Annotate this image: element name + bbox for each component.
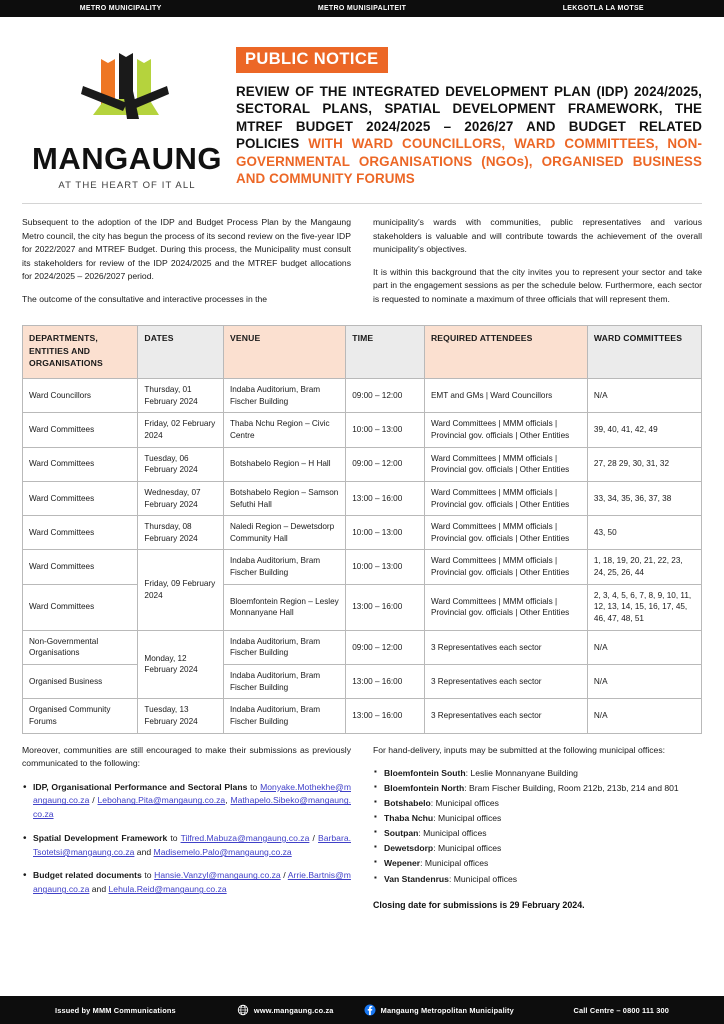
table-row — [23, 664, 702, 698]
submission-item-label: Budget related documents — [33, 870, 142, 881]
office-item: ▪ Botshabelo: Municipal offices — [373, 797, 702, 810]
office-detail: Municipal offices — [422, 858, 489, 869]
email-link[interactable]: Monyake.Mothekhe@mangaung.co.za — [33, 781, 351, 806]
cell-attendees: 3 Representatives each sector — [424, 699, 587, 733]
table-row — [23, 699, 702, 733]
cell-ward-committees: 1, 18, 19, 20, 21, 22, 23, 24, 25, 26, 44 — [587, 550, 701, 584]
table-row — [23, 584, 702, 630]
column-header-organisations: DEPARTMENTS, ENTITIES AND ORGANISATIONS — [23, 326, 138, 379]
office-detail: Municipal offices — [433, 798, 499, 809]
cell-attendees: Ward Committees | MMM officials | Provincial gov. officials | Other Entities — [424, 516, 587, 550]
cell-organisation: Ward Committees — [23, 550, 138, 584]
cell-ward-committees: 43, 50 — [587, 516, 701, 550]
office-item: ▪ Dewetsdorp: Municipal offices — [373, 842, 702, 855]
office-detail: Bram Fischer Building, Room 212b, 213b, 214 and 801 — [466, 783, 679, 794]
column-header-venue: VENUE — [223, 326, 345, 379]
column-header-ward-committees: WARD COMMITTEES — [587, 326, 701, 379]
cell-time: 10:00 – 13:00 — [346, 516, 425, 550]
office-detail: Municipal offices — [451, 873, 518, 884]
cell-ward-committees: 27, 28 29, 30, 31, 32 — [587, 447, 701, 481]
cell-attendees: Ward Committees | MMM officials | Provincial gov. officials | Other Entities — [424, 584, 587, 630]
table-row — [23, 630, 702, 664]
cell-venue: Indaba Auditorium, Bram Fischer Building — [223, 699, 345, 733]
table-row — [23, 481, 702, 515]
logo-tagline: AT THE HEART OF IT ALL — [58, 180, 196, 191]
submission-item: • Spatial Development Framework to Tilfred.Mabuza@mangaung.co.za / Barbara.Tsotetsi@mangaung.co.za and Madisemelo.Palo@mangaung.co.za — [22, 832, 351, 860]
topbar-english: METRO MUNICIPALITY — [79, 5, 162, 12]
cell-organisation: Ward Committees — [23, 516, 138, 550]
office-detail: Municipal offices — [420, 828, 487, 839]
office-item: ▪ Bloemfontein South: Leslie Monnanyane Building — [373, 767, 702, 780]
cell-date: Tuesday, 13 February 2024 — [138, 699, 224, 733]
cell-ward-committees: 33, 34, 35, 36, 37, 38 — [587, 481, 701, 515]
table-row — [23, 379, 702, 413]
page-title — [236, 83, 702, 188]
email-link[interactable]: Madisemelo.Palo@mangaung.co.za — [153, 846, 292, 857]
cell-time: 13:00 – 16:00 — [346, 699, 425, 733]
office-item: ▪ Soutpan: Municipal offices — [373, 827, 702, 840]
email-link[interactable]: Arrie.Bartnis@mangaung.co.za — [33, 870, 351, 895]
topbar-afrikaans: METRO MUNISIPALITEIT — [317, 5, 407, 12]
cell-ward-committees: N/A — [587, 630, 701, 664]
cell-organisation: Ward Councillors — [23, 379, 138, 413]
intro-left-column — [22, 216, 351, 315]
column-header-dates: DATES — [138, 326, 224, 379]
footer-issued-by — [0, 1006, 209, 1015]
document-header — [0, 17, 724, 191]
office-name: Bloemfontein South — [384, 768, 466, 779]
table-row — [23, 516, 702, 550]
municipal-offices-list — [373, 767, 702, 886]
office-name: Soutpan — [384, 828, 419, 839]
cell-attendees: Ward Committees | MMM officials | Provincial gov. officials | Other Entities — [424, 550, 587, 584]
submissions-section — [0, 734, 724, 910]
intro-section — [0, 204, 724, 315]
cell-venue: Indaba Auditorium, Bram Fischer Building — [223, 630, 345, 664]
office-name: Van Standenrus — [384, 873, 449, 884]
cell-date: Thursday, 01 February 2024 — [138, 379, 224, 413]
facebook-icon — [364, 1004, 376, 1016]
schedule-table — [22, 325, 702, 733]
email-link[interactable]: Tilfred.Mabuza@mangaung.co.za — [180, 832, 310, 843]
topbar-sesotho: LEKGOTLA LA MOTSE — [562, 5, 644, 12]
cell-date: Monday, 12 February 2024 — [138, 630, 224, 699]
cell-date: Thursday, 08 February 2024 — [138, 516, 224, 550]
title-block — [232, 31, 702, 191]
cell-venue: Botshabelo Region – Samson Sefuthi Hall — [223, 481, 345, 515]
cell-venue: Bloemfontein Region – Lesley Monnanyane Hall — [223, 584, 345, 630]
footer-issued-label: Issued by MMM Communications — [55, 1005, 176, 1015]
footer-website[interactable] — [209, 1004, 363, 1016]
cell-ward-committees: 39, 40, 41, 42, 49 — [587, 413, 701, 447]
cell-organisation: Ward Committees — [23, 481, 138, 515]
cell-venue: Indaba Auditorium, Bram Fischer Building — [223, 664, 345, 698]
cell-attendees: 3 Representatives each sector — [424, 664, 587, 698]
cell-attendees: EMT and GMs | Ward Councillors — [424, 379, 587, 413]
cell-ward-committees: 2, 3, 4, 5, 6, 7, 8, 9, 10, 11, 12, 13, 14, 15, 16, 17, 45, 46, 47, 48, 51 — [587, 584, 701, 630]
schedule-table-head — [23, 326, 702, 379]
cell-venue: Thaba Nchu Region – Civic Centre — [223, 413, 345, 447]
footer-facebook[interactable] — [362, 1004, 516, 1016]
cell-organisation: Ward Committees — [23, 447, 138, 481]
cell-time: 10:00 – 13:00 — [346, 550, 425, 584]
office-item: ▪ Van Standenrus: Municipal offices — [373, 873, 702, 886]
email-link[interactable]: Barbara.Tsotetsi@mangaung.co.za — [33, 832, 351, 857]
cell-organisation: Organised Community Forums — [23, 699, 138, 733]
cell-date: Friday, 02 February 2024 — [138, 413, 224, 447]
cell-venue: Botshabelo Region – H Hall — [223, 447, 345, 481]
footer-call-centre-label: Call Centre – 0800 111 300 — [573, 1005, 669, 1015]
table-row — [23, 413, 702, 447]
office-name: Wepener — [384, 858, 421, 869]
hand-delivery-lead: For hand-delivery, inputs may be submitted at the following municipal offices: — [373, 744, 666, 755]
logo-block — [22, 31, 232, 191]
office-name: Botshabelo — [384, 798, 431, 809]
cell-organisation: Ward Committees — [23, 413, 138, 447]
email-link[interactable]: Mathapelo.Sibeko@mangaung.co.za — [33, 795, 351, 820]
submission-item: • Budget related documents to Hansie.Vanzyl@mangaung.co.za / Arrie.Bartnis@mangaung.co.za and Lehula.Reid@mangaung.co.za — [22, 869, 351, 897]
footer-call-centre — [516, 1006, 724, 1015]
intro-paragraph: The outcome of the consultative and interactive processes in the — [22, 293, 268, 304]
cell-venue: Indaba Auditorium, Bram Fischer Building — [223, 379, 345, 413]
schedule-table-body — [23, 379, 702, 733]
hand-delivery-column — [373, 744, 702, 910]
public-notice-badge: PUBLIC NOTICE — [236, 47, 388, 73]
cell-attendees: Ward Committees | MMM officials | Provincial gov. officials | Other Entities — [424, 413, 587, 447]
headline-highlight: WITH WARD COUNCILLORS, WARD COMMITTEES, NON-GOVERNMENTAL ORGANISATIONS (NGOs), ORGANISED BUSINESS AND COMMUNITY FORUMS — [236, 136, 702, 187]
intro-paragraph: Subsequent to the adoption of the IDP and Budget Process Plan by the Mangaung Metro council, the city has begun the process of its second review on the five-year IDP for 2022/2027 and MTREF Budget. During this process, the Municipality must consult its stakeholders for review of the IDP 2024/2025 and the MTREF budget allocations for 2024/2025 – 2026/2027 period. — [22, 217, 351, 282]
cell-time: 13:00 – 16:00 — [346, 584, 425, 630]
email-link[interactable]: Hansie.Vanzyl@mangaung.co.za — [154, 870, 281, 881]
cell-ward-committees: N/A — [587, 379, 701, 413]
table-row — [23, 550, 702, 584]
closing-date-notice: Closing date for submissions is 29 February 2024. — [373, 899, 585, 910]
email-submissions-column — [22, 744, 351, 910]
headline-main: REVIEW OF THE INTEGRATED DEVELOPMENT PLAN (IDP) 2024/2025, SECTORAL PLANS, SPATIAL DEVELOPMENT FRAMEWORK, THE MTREF BUDGET 2024/2025 – 2026/27 AND BUDGET RELATED POLICIES — [236, 84, 702, 152]
email-link[interactable]: Lehula.Reid@mangaung.co.za — [108, 884, 227, 895]
cell-ward-committees: N/A — [587, 664, 701, 698]
document-footer — [0, 996, 724, 1024]
submission-item-label: IDP, Organisational Performance and Sectoral Plans — [33, 781, 248, 792]
email-link[interactable]: Lebohang.Pita@mangaung.co.za — [97, 795, 226, 806]
cell-attendees: Ward Committees | MMM officials | Provincial gov. officials | Other Entities — [424, 447, 587, 481]
office-item: ▪ Bloemfontein North: Bram Fischer Building, Room 212b, 213b, 214 and 801 — [373, 782, 702, 795]
submission-item-label: Spatial Development Framework — [33, 832, 168, 843]
table-row — [23, 447, 702, 481]
cell-ward-committees: N/A — [587, 699, 701, 733]
office-name: Dewetsdorp — [384, 843, 434, 854]
cell-time: 10:00 – 13:00 — [346, 413, 425, 447]
intro-paragraph: It is within this background that the city invites you to represent your sector and take part in the engagement sessions as per the schedule below. Furthermore, each sector is requested to nominate a maximum of three officials that will represent them. — [373, 266, 702, 304]
office-item: ▪ Thaba Nchu: Municipal offices — [373, 812, 702, 825]
submission-item: • IDP, Organisational Performance and Sectoral Plans to Monyake.Mothekhe@mangaung.co.za / Lebohang.Pita@mangaung.co.za, Mathapelo.Sibeko@mangaung.co.za — [22, 781, 351, 822]
globe-icon — [237, 1004, 249, 1016]
top-language-bar — [0, 0, 724, 17]
email-submission-list — [22, 781, 351, 897]
intro-right-column — [373, 216, 702, 315]
schedule-table-wrapper — [0, 315, 724, 733]
office-detail: Municipal offices — [435, 813, 502, 824]
cell-venue: Naledi Region – Dewetsdorp Community Hall — [223, 516, 345, 550]
office-item: ▪ Wepener: Municipal offices — [373, 857, 702, 870]
cell-venue: Indaba Auditorium, Bram Fischer Building — [223, 550, 345, 584]
footer-website-label: www.mangaung.co.za — [253, 1005, 334, 1015]
cell-attendees: Ward Committees | MMM officials | Provincial gov. officials | Other Entities — [424, 481, 587, 515]
office-name: Thaba Nchu — [384, 813, 434, 824]
cell-organisation: Ward Committees — [23, 584, 138, 630]
logo-wordmark: MANGAUNG — [32, 141, 222, 176]
cell-organisation: Non-Governmental Organisations — [23, 630, 138, 664]
cell-organisation: Organised Business — [23, 664, 138, 698]
office-detail: Leslie Monnanyane Building — [468, 768, 578, 779]
cell-time: 09:00 – 12:00 — [346, 447, 425, 481]
office-name: Bloemfontein North — [384, 783, 465, 794]
column-header-attendees: REQUIRED ATTENDEES — [424, 326, 587, 379]
submissions-lead: Moreover, communities are still encouraged to make their submissions as previously communicated to the following: — [22, 744, 351, 769]
column-header-time: TIME — [346, 326, 425, 379]
cell-date: Wednesday, 07 February 2024 — [138, 481, 224, 515]
mangaung-logo-icon — [63, 45, 191, 141]
office-detail: Municipal offices — [435, 843, 502, 854]
intro-paragraph: municipality’s wards with communities, public representatives and various stakeholders is valuable and will contribute towards the achievement of the overall municipality’s objectives. — [373, 217, 702, 255]
cell-date: Friday, 09 February 2024 — [138, 550, 224, 630]
cell-attendees: 3 Representatives each sector — [424, 630, 587, 664]
cell-time: 13:00 – 16:00 — [346, 664, 425, 698]
cell-time: 13:00 – 16:00 — [346, 481, 425, 515]
cell-time: 09:00 – 12:00 — [346, 379, 425, 413]
cell-date: Tuesday, 06 February 2024 — [138, 447, 224, 481]
footer-facebook-label: Mangaung Metropolitan Municipality — [380, 1005, 514, 1015]
table-header-row — [23, 326, 702, 379]
cell-time: 09:00 – 12:00 — [346, 630, 425, 664]
